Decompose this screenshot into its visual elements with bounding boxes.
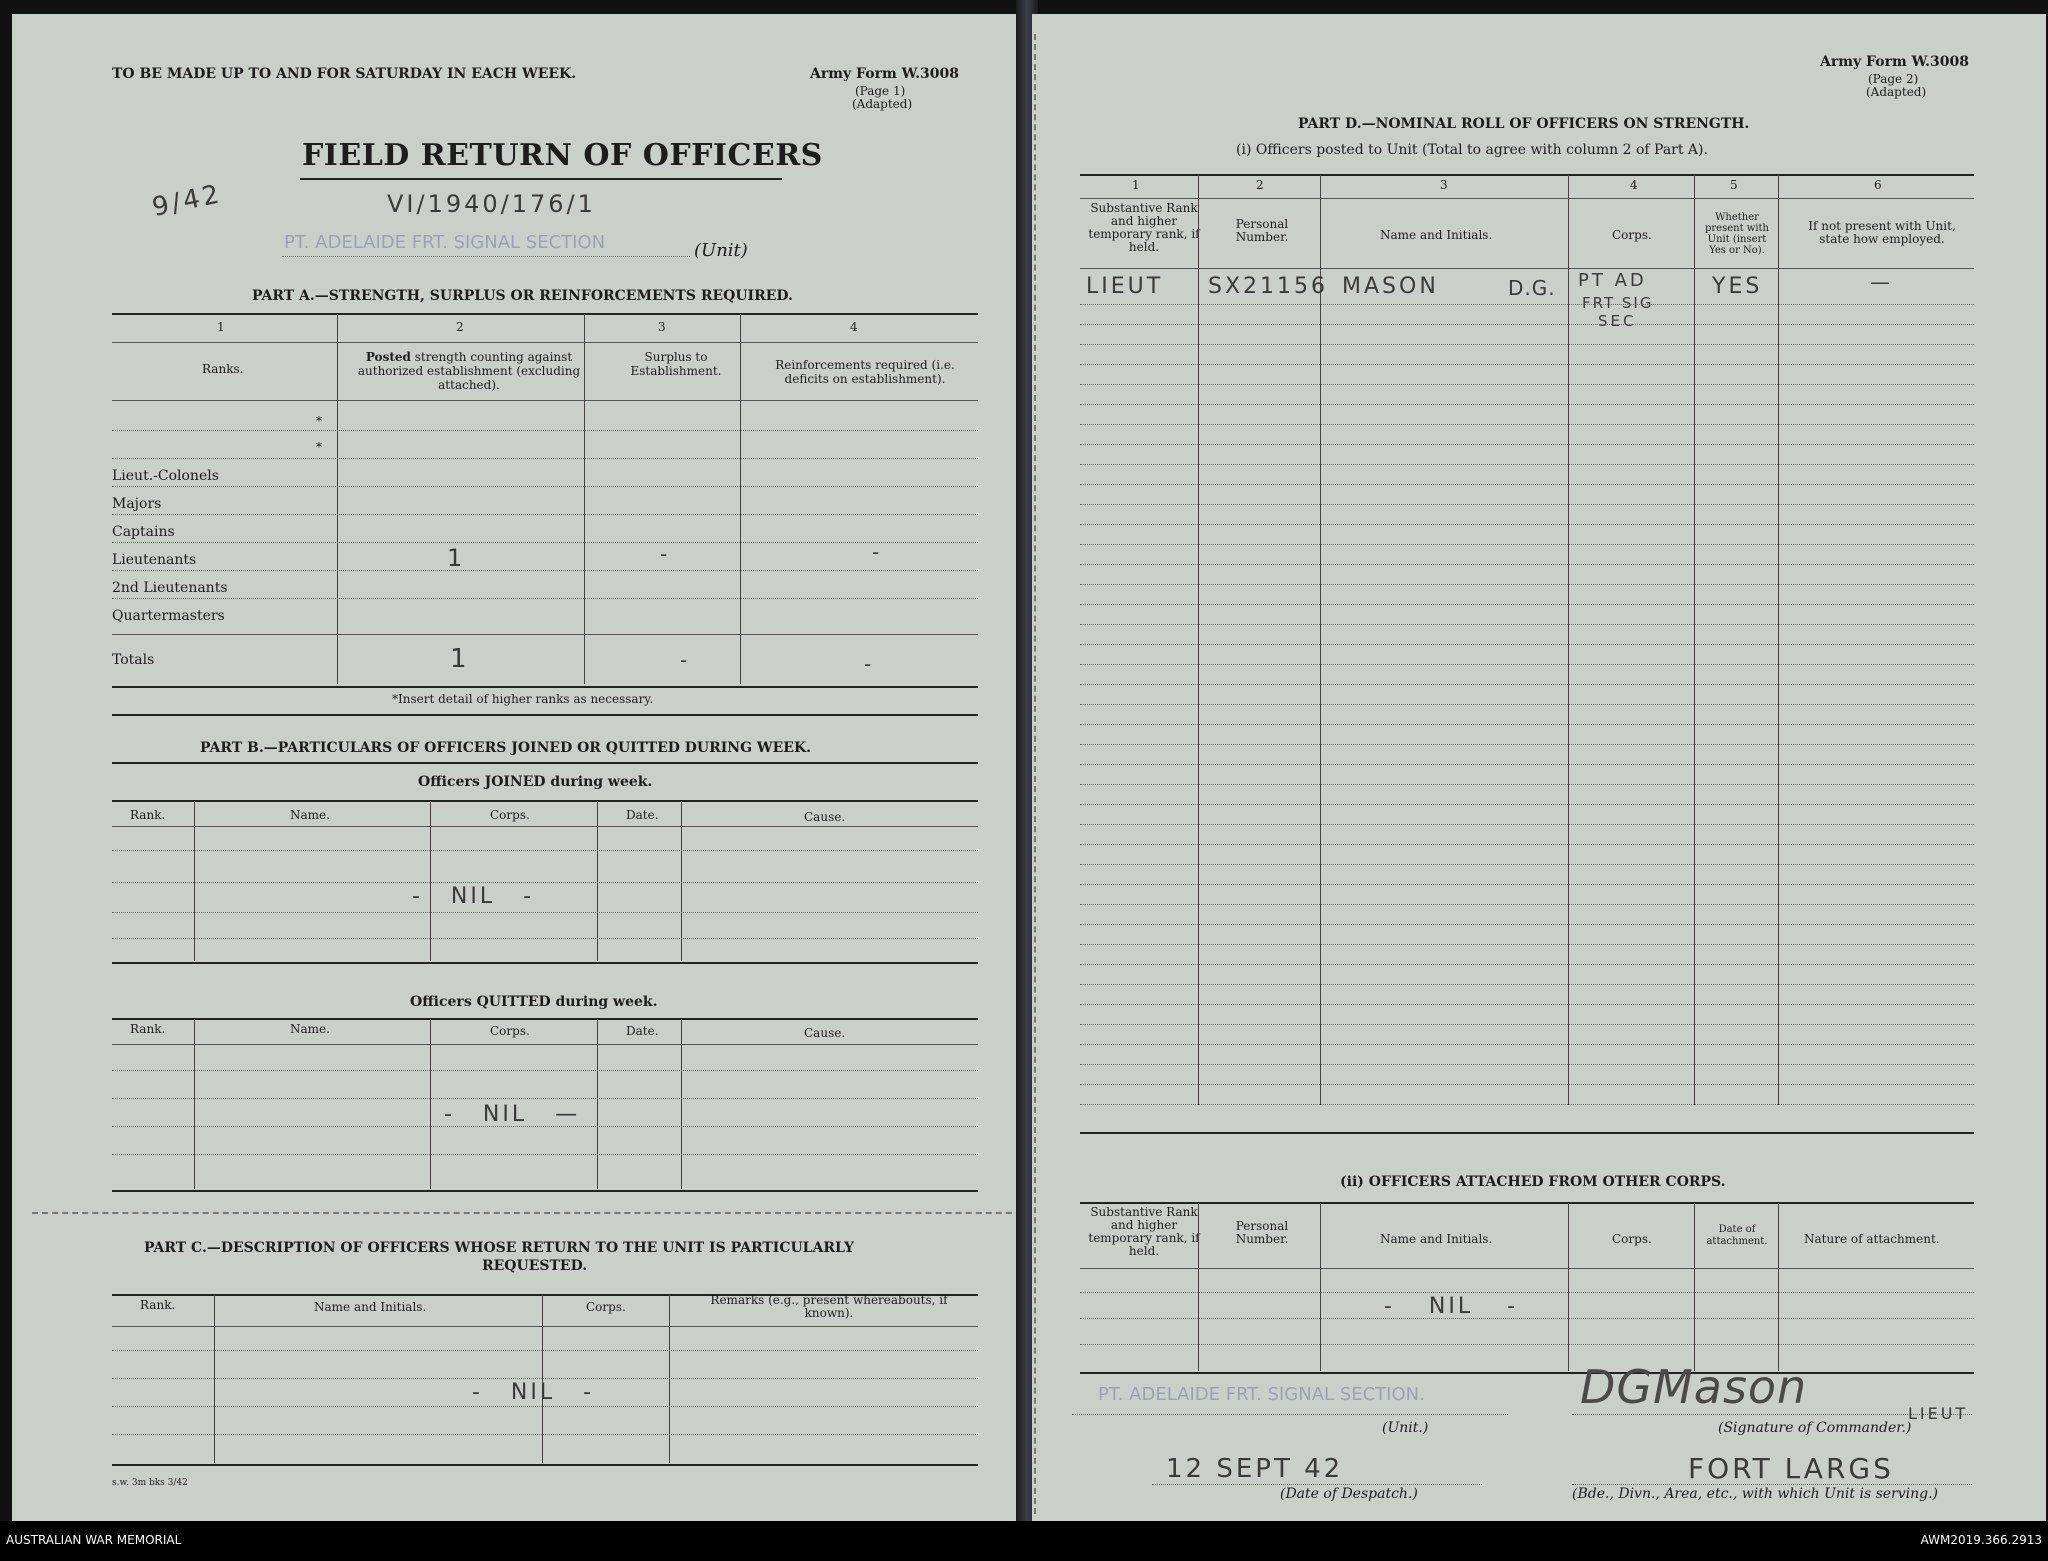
part-d-heading: PART D.—NOMINAL ROLL OF OFFICERS ON STRENGTH.: [1298, 116, 1750, 132]
attached-vline: [1198, 1203, 1199, 1371]
roll-row: [1080, 744, 1974, 745]
rank-quartermasters: Quartermasters: [112, 608, 225, 624]
part-a-vline-3: [740, 314, 741, 684]
area-line: [1572, 1484, 1972, 1485]
part-d-col-num-5: 5: [1730, 178, 1738, 192]
joined-col-date: Date.: [626, 808, 659, 822]
roll-row: [1080, 1024, 1974, 1025]
part-d-vline: [1694, 175, 1695, 1105]
form-page: (Page 1): [855, 84, 906, 98]
fold-line: [1034, 34, 1036, 1514]
roll-row: [1080, 644, 1974, 645]
roll-row: [1080, 304, 1974, 305]
roll-row: [1080, 944, 1974, 945]
roll-row: [1080, 684, 1974, 685]
roll-row: [1080, 984, 1974, 985]
star-mark: *: [316, 440, 322, 454]
totals-label: Totals: [112, 652, 155, 668]
attached-row: [1080, 1344, 1974, 1345]
attached-vline: [1778, 1203, 1779, 1371]
part-a-col-num-3: 3: [658, 320, 666, 334]
entry-initials: D.G.: [1508, 276, 1556, 300]
quitted-col-name: Name.: [290, 1022, 330, 1036]
part-b-heading: PART B.—PARTICULARS OF OFFICERS JOINED OR QUITTED DURING WEEK.: [200, 740, 812, 756]
joined-vline: [681, 801, 682, 961]
lieut-surplus-value: -: [660, 542, 671, 566]
roll-row: [1080, 584, 1974, 585]
commander-signature: DGMason: [1580, 1360, 1808, 1414]
part-a-row: [112, 542, 978, 543]
roll-row: [1080, 924, 1974, 925]
quitted-vline: [194, 1019, 195, 1189]
part-c-col-remarks: Remarks (e.g., present whereabouts, if known).: [710, 1293, 948, 1320]
attached-col-nature: Nature of attachment.: [1804, 1232, 1940, 1246]
archive-name: AUSTRALIAN WAR MEMORIAL: [6, 1533, 182, 1547]
area-handwritten: FORT LARGS: [1688, 1452, 1894, 1485]
roll-row: [1080, 1044, 1974, 1045]
form-id: Army Form W.3008: [1820, 54, 1970, 70]
roll-row: [1080, 544, 1974, 545]
handwritten-ref: VI/1940/176/1: [387, 190, 596, 218]
attached-row: [1080, 1292, 1974, 1293]
quitted-vline: [681, 1019, 682, 1189]
entry-number: SX21156: [1208, 274, 1329, 299]
part-d-col-num-1: 1: [1132, 178, 1140, 192]
quitted-bottom-rule: [112, 1190, 978, 1192]
part-d-col-employed: If not present with Unit, state how employed.: [1808, 219, 1956, 246]
roll-row: [1080, 604, 1974, 605]
attached-col-name: Name and Initials.: [1380, 1232, 1493, 1246]
roll-row: [1080, 524, 1974, 525]
part-a-totals-rule: [112, 634, 978, 635]
quitted-col-date: Date.: [626, 1024, 659, 1038]
part-a-footnote: *Insert detail of higher ranks as necessary.: [392, 692, 654, 706]
part-a-col-num-2: 2: [456, 320, 464, 334]
unit-stamp: PT. ADELAIDE FRT. SIGNAL SECTION: [284, 232, 606, 253]
part-d-col-num-3: 3: [1440, 178, 1448, 192]
rank-majors: Majors: [112, 496, 162, 512]
part-a-top-rule: [112, 313, 978, 315]
unit-label: (Unit): [694, 240, 748, 261]
part-a-row: [112, 598, 978, 599]
joined-row: [112, 938, 978, 939]
print-code: s.w. 3m bks 3/42: [112, 1478, 188, 1488]
roll-row: [1080, 964, 1974, 965]
joined-row: [112, 882, 978, 883]
part-d-col-corps: Corps.: [1612, 228, 1652, 242]
roll-row: [1080, 724, 1974, 725]
joined-col-rank: Rank.: [130, 808, 166, 822]
roll-row: [1080, 844, 1974, 845]
signature-line: [1572, 1414, 1972, 1415]
fold-line: [32, 1212, 1042, 1214]
attached-col-rank: Substantive Rank and higher temporary rank, if held.: [1088, 1205, 1200, 1258]
part-c-vline: [542, 1295, 543, 1463]
part-a-row: [112, 514, 978, 515]
quitted-top-rule: [112, 1018, 978, 1020]
part-c-col-corps: Corps.: [586, 1300, 626, 1314]
part-d-top-rule: [1080, 174, 1974, 176]
joined-col-name: Name.: [290, 808, 330, 822]
part-d-num-rule: [1080, 198, 1974, 199]
joined-top-rule: [112, 800, 978, 802]
title-underline: [300, 178, 782, 180]
roll-row: [1080, 324, 1974, 325]
rank-2nd-lieutenants: 2nd Lieutenants: [112, 580, 228, 596]
rank-lieutenants: Lieutenants: [112, 552, 197, 568]
joined-nil: - NIL -: [412, 884, 535, 909]
roll-row: [1080, 904, 1974, 905]
roll-row: [1080, 884, 1974, 885]
part-d-vline: [1568, 175, 1569, 1105]
roll-row: [1080, 1064, 1974, 1065]
quitted-vline: [597, 1019, 598, 1189]
roll-row: [1080, 664, 1974, 665]
joined-header-rule: [112, 826, 978, 827]
part-a-row: [112, 430, 978, 431]
joined-bottom-rule: [112, 962, 978, 964]
roll-row: [1080, 1104, 1974, 1105]
part-c-vline: [669, 1295, 670, 1463]
entry-corps: PT AD: [1578, 270, 1647, 291]
part-c-heading: PART C.—DESCRIPTION OF OFFICERS WHOSE RETURN TO THE UNIT IS PARTICULARLY: [144, 1240, 854, 1256]
part-d-sub-i: (i) Officers posted to Unit (Total to agree with column 2 of Part A).: [1236, 142, 1708, 158]
roll-row: [1080, 384, 1974, 385]
attached-bottom-rule: [1080, 1372, 1974, 1374]
roll-row: [1080, 504, 1974, 505]
roll-row: [1080, 704, 1974, 705]
part-d-col-present: Whether present with Unit (insert Yes or No).: [1704, 212, 1769, 256]
attached-top-rule: [1080, 1202, 1974, 1204]
part-d-sub-ii: (ii) OFFICERS ATTACHED FROM OTHER CORPS.: [1340, 1174, 1726, 1190]
area-label: (Bde., Divn., Area, etc., with which Unit is serving.): [1572, 1486, 1939, 1502]
quitted-header-rule: [112, 1044, 978, 1045]
attached-col-number: Personal Number.: [1235, 1219, 1289, 1246]
part-a-end-rule: [112, 714, 978, 716]
unit-stamp: PT. ADELAIDE FRT. SIGNAL SECTION.: [1098, 1384, 1425, 1405]
star-mark: *: [316, 414, 322, 428]
part-d-header-rule: [1080, 268, 1974, 269]
part-c-nil: - NIL -: [472, 1380, 595, 1405]
part-a-col-reinf: Reinforcements required (i.e. deficits on establishment).: [775, 358, 955, 386]
quitted-row: [112, 1098, 978, 1099]
posted-bold: Posted: [365, 350, 411, 364]
part-d-col-num-2: 2: [1256, 178, 1264, 192]
totals-posted-value: 1: [450, 644, 470, 674]
entry-employed: —: [1870, 270, 1893, 294]
signature-label: (Signature of Commander.): [1718, 1420, 1912, 1436]
part-d-col-num-4: 4: [1630, 178, 1638, 192]
quitted-col-cause: Cause.: [804, 1026, 846, 1040]
rank-lieut-colonels: Lieut.-Colonels: [112, 468, 219, 484]
attached-vline: [1320, 1203, 1321, 1371]
lieut-reinf-value: -: [872, 540, 883, 564]
attached-row: [1080, 1318, 1974, 1319]
part-a-vline-1: [337, 314, 338, 684]
part-b-top-rule: [112, 762, 978, 764]
joined-row: [112, 850, 978, 851]
joined-vline: [430, 801, 431, 961]
part-d-bottom-rule: [1080, 1132, 1974, 1134]
part-a-col-surplus: Surplus to Establishment.: [630, 350, 722, 378]
signature-rank: LIEUT: [1908, 1404, 1969, 1423]
form-page-2: [1032, 14, 2046, 1521]
roll-row: [1080, 1004, 1974, 1005]
quitted-row: [112, 1070, 978, 1071]
entry-corps-2: FRT SIG: [1582, 294, 1654, 312]
part-d-vline: [1778, 175, 1779, 1105]
part-d-col-rank: Substantive Rank and higher temporary rank, if held.: [1088, 201, 1200, 254]
quitted-vline: [430, 1019, 431, 1189]
lieut-posted-value: 1: [447, 544, 466, 572]
archive-footer: [0, 1521, 2048, 1561]
despatch-line: [1152, 1484, 1482, 1485]
part-c-row: [112, 1350, 978, 1351]
attached-nil: - NIL -: [1384, 1294, 1519, 1319]
part-c-header-rule: [112, 1326, 978, 1327]
handwritten-date: 9/42: [149, 179, 225, 223]
part-d-col-name: Name and Initials.: [1380, 228, 1493, 242]
part-c-row: [112, 1406, 978, 1407]
part-a-row: [112, 570, 978, 571]
part-a-vline-2: [584, 314, 585, 684]
part-c-heading-cont: REQUESTED.: [482, 1258, 588, 1274]
form-adapted: (Adapted): [1866, 85, 1927, 99]
roll-row: [1080, 564, 1974, 565]
unit-label: (Unit.): [1382, 1420, 1429, 1436]
roll-row: [1080, 424, 1974, 425]
joined-vline: [194, 801, 195, 961]
quitted-nil: - NIL —: [444, 1102, 581, 1127]
part-c-vline: [214, 1295, 215, 1463]
entry-corps-3: SEC: [1598, 312, 1637, 330]
totals-reinf-value: -: [864, 652, 875, 676]
quitted-col-rank: Rank.: [130, 1022, 166, 1036]
roll-row: [1080, 364, 1974, 365]
roll-row: [1080, 464, 1974, 465]
attached-vline: [1568, 1203, 1569, 1371]
roll-row: [1080, 764, 1974, 765]
roll-row: [1080, 824, 1974, 825]
part-c-col-name: Name and Initials.: [314, 1300, 427, 1314]
weekly-instruction: TO BE MADE UP TO AND FOR SATURDAY IN EACH WEEK.: [112, 66, 577, 82]
quitted-title: Officers QUITTED during week.: [410, 994, 658, 1010]
part-d-col-number: Personal Number.: [1235, 217, 1289, 244]
attached-vline: [1694, 1203, 1695, 1371]
part-d-col-num-6: 6: [1874, 178, 1882, 192]
quitted-row: [112, 1154, 978, 1155]
part-d-vline: [1198, 175, 1199, 1105]
part-a-col-num-1: 1: [217, 320, 225, 334]
part-a-bottom-rule: [112, 686, 978, 688]
rank-captains: Captains: [112, 524, 175, 540]
form-adapted: (Adapted): [852, 97, 913, 111]
roll-row: [1080, 624, 1974, 625]
form-page: (Page 2): [1868, 72, 1919, 86]
unit-line: [282, 256, 690, 257]
part-a-row: [112, 458, 978, 459]
entry-name: MASON: [1342, 274, 1439, 299]
unit-line: [1072, 1414, 1508, 1415]
part-a-row: [112, 486, 978, 487]
part-a-heading: PART A.—STRENGTH, SURPLUS OR REINFORCEMENTS REQUIRED.: [252, 288, 793, 304]
part-c-row: [112, 1434, 978, 1435]
part-a-header-rule: [112, 400, 978, 401]
attached-col-corps: Corps.: [1612, 1232, 1652, 1246]
joined-col-cause: Cause.: [804, 810, 846, 824]
part-a-col-num-4: 4: [850, 320, 858, 334]
joined-row: [112, 912, 978, 913]
attached-col-date: Date of attachment.: [1706, 1224, 1768, 1247]
part-c-row: [112, 1378, 978, 1379]
entry-rank: LIEUT: [1086, 274, 1164, 299]
totals-surplus-value: -: [680, 648, 691, 672]
archive-id: AWM2019.366.2913: [1920, 1533, 2042, 1547]
part-c-col-rank: Rank.: [140, 1298, 176, 1312]
attached-header-rule: [1080, 1268, 1974, 1269]
part-a-col-ranks: Ranks.: [202, 362, 244, 376]
part-d-vline: [1320, 175, 1321, 1105]
roll-row: [1080, 484, 1974, 485]
roll-row: [1080, 1084, 1974, 1085]
form-page-1: [12, 14, 1028, 1521]
roll-row: [1080, 784, 1974, 785]
despatch-date: 12 SEPT 42: [1166, 1454, 1344, 1484]
roll-row: [1080, 344, 1974, 345]
posted-text: strength counting against authorized establishment (excluding attached).: [357, 350, 581, 392]
part-a-col-posted: [344, 350, 594, 392]
roll-row: [1080, 804, 1974, 805]
entry-present: YES: [1712, 274, 1763, 299]
roll-row: [1080, 444, 1974, 445]
form-title: FIELD RETURN OF OFFICERS: [302, 138, 823, 173]
roll-row: [1080, 404, 1974, 405]
despatch-label: (Date of Despatch.): [1280, 1486, 1418, 1502]
joined-col-corps: Corps.: [490, 808, 530, 822]
joined-vline: [597, 801, 598, 961]
part-c-bottom-rule: [112, 1464, 978, 1466]
joined-title: Officers JOINED during week.: [418, 774, 653, 790]
part-a-num-rule: [112, 342, 978, 343]
quitted-col-corps: Corps.: [490, 1024, 530, 1038]
form-id: Army Form W.3008: [810, 66, 960, 82]
roll-row: [1080, 864, 1974, 865]
